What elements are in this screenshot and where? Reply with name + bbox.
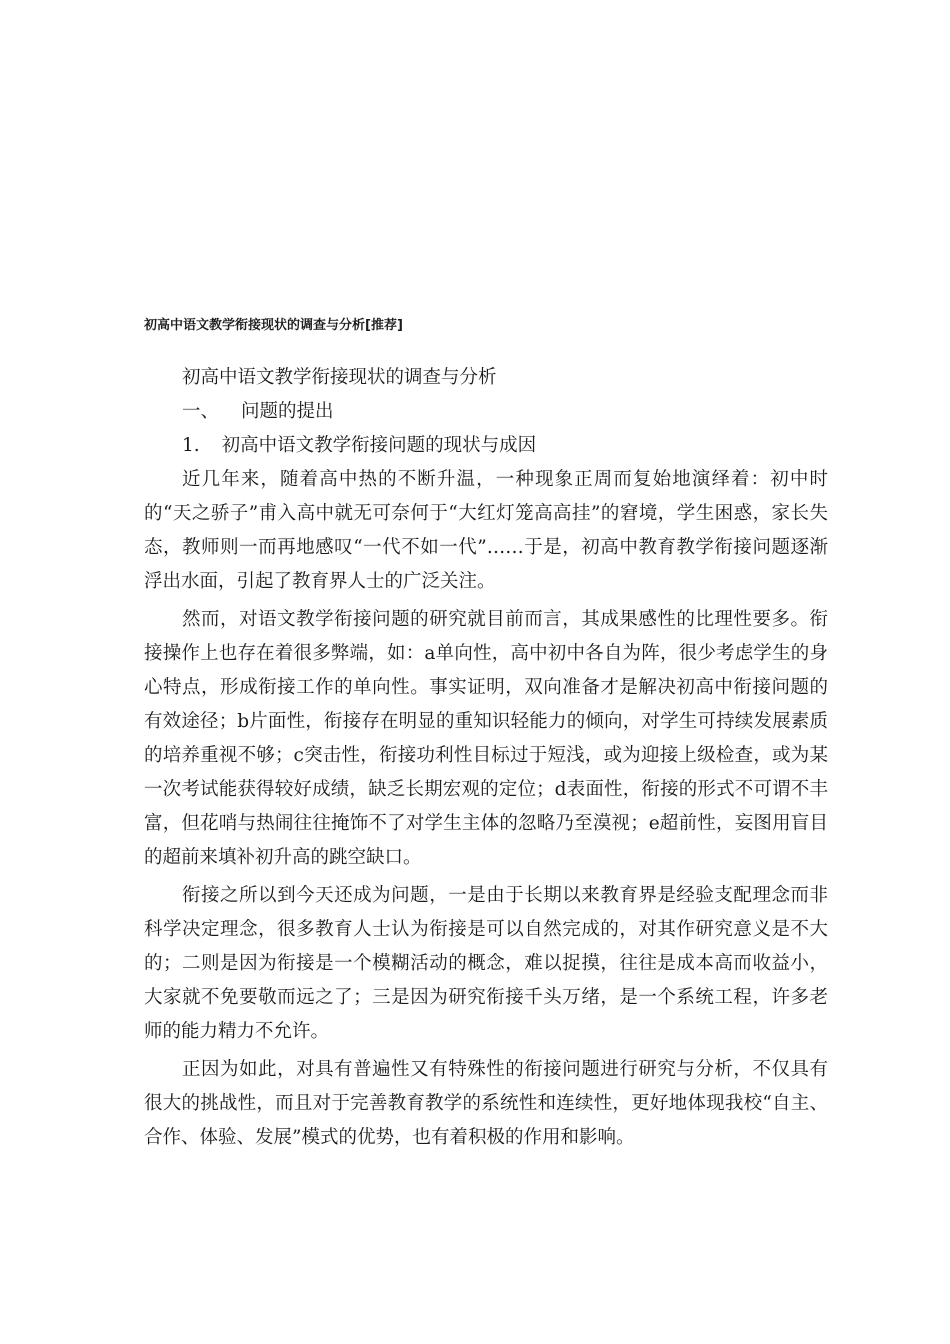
section-title: 问题的提出 [241, 401, 334, 422]
paragraph-4: 正因为如此，对具有普遍性又有特殊性的衔接问题进行研究与分析，不仅具有很大的挑战性，而且对于完善教育教学的系统性和连续性，更好地体现我校“自主、合作、体验、发展”模式的优势，也有着积极的作用和影响。 [144, 1059, 828, 1148]
document-header-title: 初高中语文教学衔接现状的调查与分析[推荐] [144, 318, 403, 333]
document-body [144, 361, 828, 1159]
section-heading [144, 395, 828, 429]
section-number: 一、 [182, 401, 220, 422]
paragraph-2: 然而，对语文教学衔接问题的研究就目前而言，其成果感性的比理性要多。衔接操作上也存在着很多弊端，如：a单向性，高中初中各自为阵，很少考虑学生的身心特点，形成衔接工作的单向性。事实证明，双向准备才是解决初高中衔接问题的有效途径；b片面性，衔接存在明显的重知识轻能力的倾向，对学生可持续发展素质的培养重视不够；c突击性，衔接功利性目标过于短浅，或为迎接上级检查，或为某一次考试能获得较好成绩，缺乏长期宏观的定位；d表面性，衔接的形式不可谓不丰富，但花哨与热闹往往掩饰不了对学生主体的忽略乃至漠视；e超前性，妄图用盲目的超前来填补初升高的跳空缺口。 [144, 609, 828, 868]
paragraph-1: 近几年来，随着高中热的不断升温，一种现象正周而复始地演绎着：初中时的“天之骄子”甫入高中就无可奈何于“大红灯笼高高挂”的窘境，学生困惑，家长失态，教师则一而再地感叹“一代不如一代”……于是，初高中教育教学衔接问题逐渐浮出水面，引起了教育界人士的广泛关注。 [144, 469, 828, 592]
subsection-number: 1. [182, 435, 200, 456]
subsection-heading [144, 429, 828, 463]
subsection-title: 初高中语文教学衔接问题的现状与成因 [221, 435, 537, 456]
main-heading: 初高中语文教学衔接现状的调查与分析 [182, 367, 497, 388]
paragraph-3: 衔接之所以到今天还成为问题，一是由于长期以来教育界是经验支配理念而非科学决定理念，很多教育人士认为衔接是可以自然完成的，对其作研究意义是不大的；二则是因为衔接是一个模糊活动的概念，难以捉摸，往往是成本高而收益小，大家就不免要敬而远之了；三是因为研究衔接千头万绪，是一个系统工程，许多老师的能力精力不允许。 [144, 885, 828, 1042]
